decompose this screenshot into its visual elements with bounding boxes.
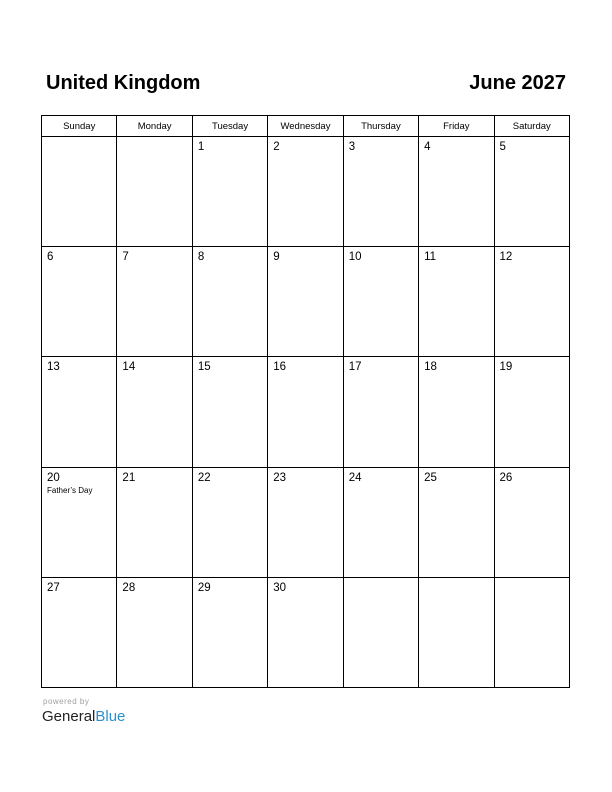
- weekday-header-row: [42, 116, 570, 137]
- date-number: 23: [273, 471, 287, 484]
- date-number: 17: [348, 361, 362, 374]
- date-number: 15: [197, 361, 211, 374]
- date-number: 29: [197, 581, 211, 594]
- date-number: 20: [47, 471, 60, 484]
- date-number: 12: [499, 251, 513, 264]
- week-row: [42, 467, 570, 577]
- day-cell: [42, 357, 117, 467]
- week-row: [42, 577, 570, 687]
- weekday-header: Wednesday: [268, 116, 343, 137]
- day-cell: [268, 357, 343, 467]
- date-number: 21: [122, 471, 136, 484]
- date-number: 13: [47, 361, 60, 374]
- day-cell: [419, 247, 494, 357]
- date-number: [344, 578, 418, 582]
- day-cell: [494, 577, 569, 687]
- date-number: 14: [122, 361, 136, 374]
- day-cell: [192, 577, 267, 687]
- date-number: 19: [499, 361, 513, 374]
- date-number: 3: [348, 141, 356, 153]
- week-row: [42, 357, 570, 467]
- day-cell: [268, 137, 343, 247]
- day-cell: [419, 467, 494, 577]
- weekday-header: Monday: [117, 116, 192, 137]
- day-cell: [268, 467, 343, 577]
- day-cell: [42, 577, 117, 687]
- date-number: [117, 137, 191, 141]
- weekday-header: Sunday: [42, 116, 117, 137]
- date-number: 25: [424, 471, 437, 484]
- day-cell: [117, 357, 192, 467]
- weekday-header: Friday: [419, 116, 494, 137]
- generalblue-logo[interactable]: [42, 708, 125, 725]
- date-number: 9: [273, 251, 280, 264]
- weekday-header: Tuesday: [192, 116, 267, 137]
- brand-part-general: General: [42, 708, 96, 725]
- day-cell: [494, 247, 569, 357]
- calendar-grid: [41, 115, 570, 688]
- date-number: 26: [499, 471, 513, 484]
- holiday-label: Father’s Day: [47, 485, 93, 495]
- country-title: United Kingdom: [46, 72, 201, 94]
- day-cell: [343, 577, 418, 687]
- day-cell: [268, 247, 343, 357]
- day-cell: [117, 467, 192, 577]
- day-cell: [494, 137, 569, 247]
- day-cell: [42, 247, 117, 357]
- day-cell: [192, 467, 267, 577]
- day-cell: [268, 577, 343, 687]
- date-number: 18: [424, 361, 437, 374]
- day-cell: [117, 247, 192, 357]
- day-cell: [42, 137, 117, 247]
- day-cell: [343, 467, 418, 577]
- day-cell: [494, 357, 569, 467]
- day-cell: [192, 357, 267, 467]
- date-number: 28: [122, 581, 136, 594]
- day-cell: [343, 357, 418, 467]
- week-row: [42, 137, 570, 247]
- date-number: 30: [273, 581, 287, 594]
- day-cell: [42, 467, 117, 577]
- date-number: [42, 137, 116, 141]
- day-cell: [192, 247, 267, 357]
- date-number: 24: [348, 471, 362, 484]
- week-row: [42, 247, 570, 357]
- date-number: 6: [47, 251, 54, 264]
- date-number: 16: [273, 361, 287, 374]
- date-number: 4: [424, 141, 431, 153]
- powered-by-text: powered by: [43, 697, 90, 706]
- day-cell: [494, 467, 569, 577]
- date-number: 10: [348, 251, 362, 264]
- brand-part-blue: Blue: [95, 708, 126, 725]
- weekday-header: Thursday: [343, 116, 418, 137]
- day-cell: [343, 247, 418, 357]
- day-cell: [117, 137, 192, 247]
- date-number: [419, 578, 493, 582]
- date-number: 8: [197, 251, 205, 264]
- calendar-header: [46, 72, 566, 100]
- weekday-header: Saturday: [494, 116, 569, 137]
- date-number: 5: [499, 141, 506, 153]
- date-number: [495, 578, 569, 582]
- day-cell: [192, 137, 267, 247]
- month-title: June 2027: [469, 72, 566, 94]
- date-number: 11: [424, 251, 437, 264]
- date-number: 22: [197, 471, 211, 484]
- date-number: 1: [197, 141, 205, 153]
- day-cell: [419, 357, 494, 467]
- day-cell: [343, 137, 418, 247]
- date-number: 27: [47, 581, 60, 594]
- day-cell: [419, 577, 494, 687]
- date-number: 7: [122, 251, 129, 264]
- date-number: 2: [273, 141, 280, 153]
- day-cell: [117, 577, 192, 687]
- day-cell: [419, 137, 494, 247]
